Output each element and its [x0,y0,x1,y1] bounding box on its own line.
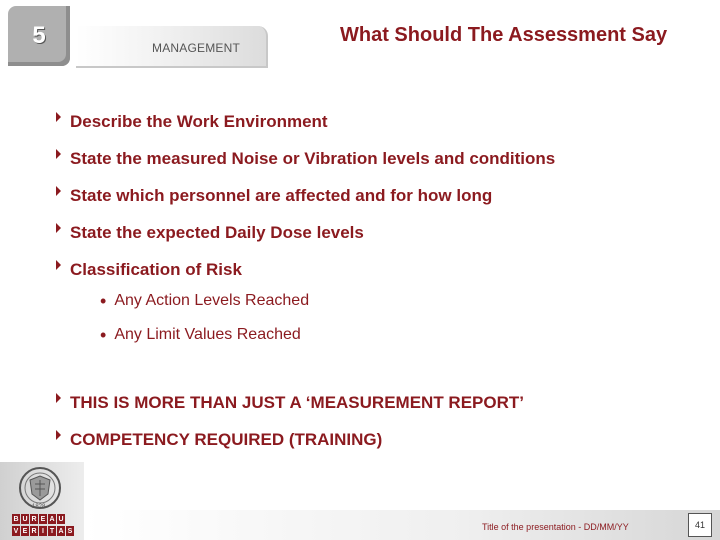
section-number: 5 [32,22,46,49]
sub-bullet-item: • Any Action Levels Reached [100,290,310,311]
logo-year: 1828 [32,504,46,510]
bullet-arrow-icon [56,260,61,270]
bullet-arrow-icon [56,393,61,403]
bullet-item: THIS IS MORE THAN JUST A ‘MEASUREMENT REPORT’ [56,384,706,421]
bullet-arrow-icon [56,186,61,196]
bullet-item: COMPETENCY REQUIRED (TRAINING) [56,421,706,458]
footer-title: Title of the presentation - DD/MM/YY [482,522,629,532]
bullet-item: State the expected Daily Dose levels [56,214,706,251]
logo-word-veritas: V E R I T A S [13,527,73,535]
bullet-arrow-icon [56,223,61,233]
sub-bullet-list [100,284,309,352]
bullet-item: Describe the Work Environment [56,103,706,140]
logo-word-bureau: B U R E A U [13,515,64,523]
bullet-item: Classification of Risk [56,251,706,288]
bullet-arrow-icon [56,149,61,159]
sub-bullet-item: • Any Limit Values Reached [100,324,301,345]
bullet-dot-icon: • [100,290,107,311]
section-number-badge [8,6,70,66]
section-tab [76,26,268,68]
bullet-arrow-icon [56,430,61,440]
bullet-item: State the measured Noise or Vibration levels and conditions [56,140,706,177]
emphasis-bullet-list [56,384,706,458]
slide-title: What Should The Assessment Say [340,24,668,46]
bullet-arrow-icon [56,112,61,122]
bullet-item: State which personnel are affected and for how long [56,177,706,214]
bullet-list [56,103,706,288]
section-name: MANAGEMENT [152,41,241,55]
bullet-dot-icon: • [100,324,107,345]
page-number: 41 [688,513,712,537]
